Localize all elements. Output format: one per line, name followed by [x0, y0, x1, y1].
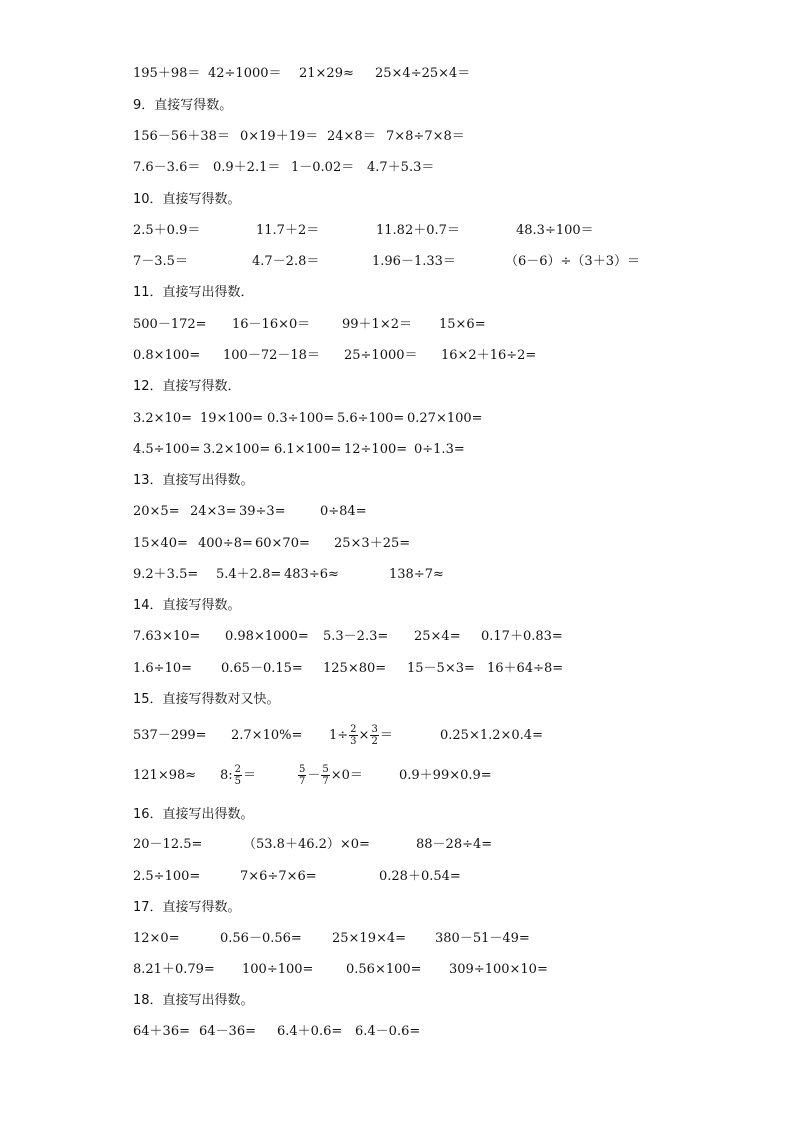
equation: 0.3÷100=	[267, 411, 335, 426]
equation: 60×70=	[255, 536, 310, 551]
question-heading: 12．直接写得数．	[133, 379, 241, 394]
equation-row	[133, 866, 754, 888]
question-heading: 18．直接写出得数。	[133, 993, 254, 1008]
equation: 7.63×10=	[133, 629, 201, 644]
equation: 6.1×100=	[274, 442, 342, 457]
question-heading: 9．直接写得数。	[133, 98, 233, 113]
equation: 12×0=	[133, 931, 180, 946]
equation-row	[133, 501, 754, 523]
equation: 16－16×0＝	[232, 317, 311, 332]
fraction: $\frac{2}{3}$	[350, 724, 357, 747]
equation: 8.21＋0.79=	[133, 962, 215, 977]
equation: 16×2＋16÷2=	[441, 348, 537, 363]
equation: 0.28＋0.54=	[379, 869, 461, 884]
equation: 25×3＋25=	[334, 536, 411, 551]
equation: 7×8÷7×8＝	[386, 129, 465, 144]
equation: 0.98×1000=	[225, 629, 309, 644]
equation: 125×80=	[323, 661, 387, 676]
equation: 156－56＋38＝	[133, 129, 230, 144]
equation: 483÷6≈	[284, 567, 339, 582]
equation: 100÷100=	[242, 962, 314, 977]
fraction-equation: $\frac{5}{7}$ － $\frac{5}{7}$ ×0＝	[299, 764, 363, 787]
equation: 0.17＋0.83=	[481, 629, 563, 644]
equation-row	[133, 959, 754, 981]
equation: 20－12.5=	[133, 837, 203, 852]
equation: 12÷100=	[344, 442, 408, 457]
equation-row	[133, 626, 754, 648]
equation-row	[133, 126, 754, 148]
equation-row	[133, 928, 754, 950]
ratio-equation: 8: $\frac{2}{5}$ ＝	[220, 764, 257, 787]
equation: 48.3÷100＝	[516, 223, 594, 238]
equation: 25×19×4=	[332, 931, 407, 946]
question-heading: 10．直接写得数。	[133, 192, 241, 207]
equation-row	[133, 758, 754, 794]
equation: 15×40=	[133, 536, 188, 551]
equation: 5.3－2.3=	[323, 629, 389, 644]
equation: 4.7－2.8＝	[252, 254, 320, 269]
equation: 0.9＋99×0.9=	[399, 768, 492, 783]
equation: 42÷1000＝	[208, 66, 282, 81]
equation: 4.7＋5.3＝	[367, 160, 435, 175]
equation-row	[133, 63, 754, 85]
equation: 3.2×10=	[133, 411, 193, 426]
equation: 3.2×100=	[203, 442, 271, 457]
equation: （53.8＋46.2）×0=	[243, 837, 370, 852]
equation: 4.5÷100=	[133, 442, 201, 457]
equation-row	[133, 345, 754, 367]
equation: 15×6=	[439, 317, 486, 332]
equation-row	[133, 439, 754, 461]
equation: 195＋98＝	[133, 66, 201, 81]
equation: 500－172=	[133, 317, 207, 332]
equation: 309÷100×10=	[449, 962, 548, 977]
equation: 5.4＋2.8=	[216, 567, 282, 582]
question-heading: 16．直接写出得数。	[133, 807, 254, 822]
equation-row	[133, 157, 754, 179]
fraction: $\frac{3}{2}$	[371, 724, 378, 747]
equation: 2.5÷100=	[133, 869, 201, 884]
equation: 9.2＋3.5=	[133, 567, 199, 582]
equation-row	[133, 533, 754, 555]
equation: 24×3=	[190, 504, 237, 519]
equation: 2.7×10%=	[231, 728, 303, 743]
equation: 138÷7≈	[389, 567, 444, 582]
equation: 64＋36=	[133, 1024, 190, 1039]
equation: 39÷3=	[239, 504, 286, 519]
equation: 7.6－3.6＝	[133, 160, 201, 175]
question-heading: 15．直接写得数对又快。	[133, 692, 280, 707]
equation: 7×6÷7×6=	[240, 869, 317, 884]
equation: 400÷8=	[198, 536, 253, 551]
fraction: $\frac{5}{7}$	[322, 764, 329, 787]
equation: 0.8×100=	[133, 348, 201, 363]
equation: 19×100=	[200, 411, 264, 426]
fraction: $\frac{5}{7}$	[299, 764, 306, 787]
fraction-equation: 1÷ $\frac{2}{3}$ × $\frac{3}{2}$ ＝	[329, 724, 393, 747]
equation-row	[133, 564, 754, 586]
equation: 88－28÷4=	[416, 837, 493, 852]
equation-row	[133, 1021, 754, 1043]
equation: 16＋64÷8=	[487, 661, 564, 676]
equation: 25÷1000＝	[344, 348, 418, 363]
equation: 121×98≈	[133, 768, 197, 783]
equation: 537－299=	[133, 728, 207, 743]
equation-row	[133, 408, 754, 430]
equation: 0.27×100=	[407, 411, 483, 426]
equation: 21×29≈	[299, 66, 354, 81]
question-heading: 13．直接写出得数。	[133, 473, 254, 488]
equation: 1.6÷10=	[133, 661, 193, 676]
equation: 20×5=	[133, 504, 180, 519]
equation: 0÷1.3=	[414, 442, 465, 457]
equation: 0.56×100=	[346, 962, 422, 977]
equation-row	[133, 658, 754, 680]
equation-row	[133, 251, 754, 273]
equation: 11.7＋2＝	[256, 223, 320, 238]
equation: 25×4÷25×4＝	[375, 66, 471, 81]
equation-row	[133, 220, 754, 242]
question-heading: 17．直接写得数。	[133, 900, 241, 915]
equation: 25×4=	[414, 629, 461, 644]
fraction: $\frac{2}{5}$	[234, 764, 242, 787]
equation: 100－72－18＝	[223, 348, 320, 363]
equation: 0÷84=	[320, 504, 367, 519]
equation-row	[133, 314, 754, 336]
equation: 0.56－0.56=	[220, 931, 302, 946]
equation: 0.25×1.2×0.4=	[440, 728, 543, 743]
question-heading: 14．直接写得数。	[133, 598, 241, 613]
equation: 0.65－0.15=	[221, 661, 303, 676]
equation: 6.4＋0.6=	[277, 1024, 343, 1039]
equation: 2.5＋0.9＝	[133, 223, 201, 238]
equation: 24×8＝	[327, 129, 376, 144]
equation: 7－3.5＝	[133, 254, 188, 269]
equation: 99＋1×2＝	[342, 317, 412, 332]
equation: 1－0.02＝	[291, 160, 355, 175]
equation: （6－6）÷（3＋3）＝	[505, 254, 640, 269]
question-heading: 11．直接写出得数．	[133, 285, 254, 300]
equation: 0×19＋19＝	[240, 129, 319, 144]
equation: 1.96－1.33＝	[372, 254, 456, 269]
equation: 380－51－49=	[435, 931, 530, 946]
equation: 0.9＋2.1＝	[213, 160, 281, 175]
equation: 11.82＋0.7＝	[376, 223, 460, 238]
equation: 5.6÷100=	[337, 411, 405, 426]
equation: 6.4－0.6=	[355, 1024, 421, 1039]
equation-row	[133, 834, 754, 856]
equation: 15－5×3=	[407, 661, 475, 676]
equation: 64－36=	[199, 1024, 256, 1039]
equation-row	[133, 718, 754, 754]
